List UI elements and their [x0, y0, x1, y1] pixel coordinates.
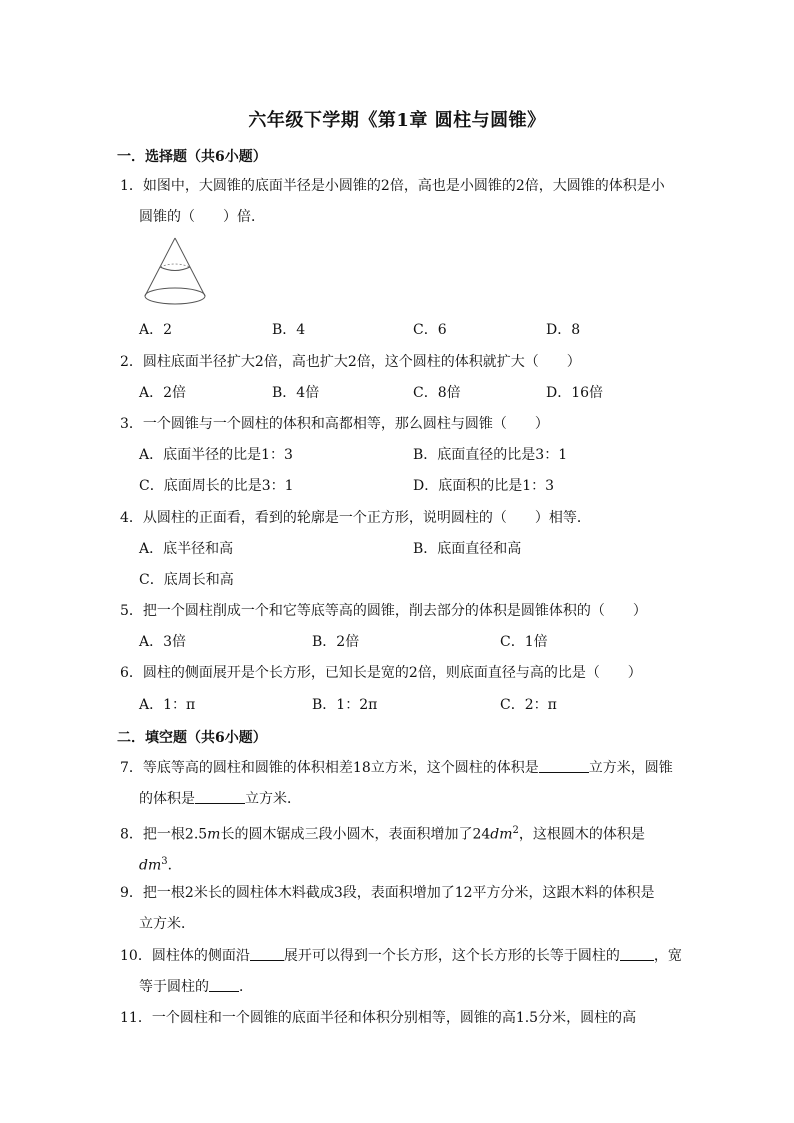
q1-option-d: D．8: [546, 322, 581, 338]
answer-blank[interactable]: [195, 789, 245, 804]
q10-part-a: 10．圆柱体的侧面沿: [120, 948, 250, 964]
q2-option-b: B．4倍: [272, 385, 320, 401]
question-8-text-cont: [139, 852, 182, 876]
question-3-text: 3．一个圆锥与一个圆柱的体积和高都相等，那么圆柱与圆锥（ ）: [120, 416, 549, 432]
q3-option-a: A．底面半径的比是1：3: [139, 447, 293, 463]
question-11-text: 11．一个圆柱和一个圆锥的底面半径和体积分别相等，圆锥的高1.5分米，圆柱的高: [120, 1010, 637, 1026]
cone-figure: [142, 236, 208, 308]
answer-blank[interactable]: [250, 946, 284, 961]
q7-part-b: 立方米，圆锥: [588, 760, 673, 776]
q6-option-a: A．1：π: [139, 697, 196, 713]
question-1-text-cont: 圆锥的（ ）倍．: [139, 209, 265, 225]
q10-part-c: ，宽: [653, 948, 682, 964]
question-10-text: [120, 946, 682, 966]
exponent-2: 2: [512, 825, 519, 836]
q10-part-e: ．: [239, 979, 253, 995]
q2-option-c: C．8倍: [413, 385, 461, 401]
question-6-text: 6．圆柱的侧面展开是个长方形，已知长是宽的2倍，则底面直径与高的比是（ ）: [120, 665, 642, 681]
unit-m: m: [207, 826, 221, 843]
q4-option-a: A．底半径和高: [139, 541, 234, 557]
q1-option-b: B．4: [272, 322, 306, 338]
question-5-text: 5．把一个圆柱削成一个和它等底等高的圆锥，削去部分的体积是圆锥体积的（ ）: [120, 603, 647, 619]
q10-part-b: 展开可以得到一个长方形，这个长方形的长等于圆柱的: [283, 948, 620, 964]
unit-dm: dm: [490, 826, 513, 843]
q3-option-c: C．底面周长的比是3：1: [139, 478, 294, 494]
question-1-text: 1．如图中，大圆锥的底面半径是小圆锥的2倍，高也是小圆锥的2倍，大圆锥的体积是小: [120, 178, 665, 194]
question-10-text-cont: [139, 977, 253, 997]
answer-blank[interactable]: [209, 977, 239, 992]
section-heading-choice: 一．选择题（共6小题）: [117, 149, 267, 165]
q8-part-b: 长的圆木锯成三段小圆木，表面积增加了24: [220, 826, 491, 843]
q7-part-d: 立方米．: [245, 791, 301, 807]
q5-option-a: A．3倍: [139, 634, 187, 650]
q6-option-c: C．2：π: [500, 697, 557, 713]
q5-option-b: B．2倍: [312, 634, 360, 650]
question-9-text: 9．把一根2米长的圆柱体木料截成3段，表面积增加了12平方分米，这跟木料的体积是: [120, 885, 655, 901]
q3-option-d: D．底面积的比是1：3: [413, 478, 555, 494]
question-4-text: 4．从圆柱的正面看，看到的轮廓是一个正方形，说明圆柱的（ ）相等．: [120, 510, 591, 526]
answer-blank[interactable]: [620, 946, 654, 961]
exponent-3: 3: [161, 856, 168, 867]
question-8-text: [120, 821, 645, 845]
q6-option-b: B．1：2π: [312, 697, 378, 713]
q8-part-c: ，这根圆木的体积是: [518, 826, 645, 843]
q7-part-c: 的体积是: [139, 791, 195, 807]
q4-option-c: C．底周长和高: [139, 572, 234, 588]
q5-option-c: C．1倍: [500, 634, 548, 650]
page-title: 六年级下学期《第1章 圆柱与圆锥》: [248, 110, 546, 131]
question-9-text-cont: 立方米．: [139, 916, 195, 932]
q3-option-b: B．底面直径的比是3：1: [413, 447, 568, 463]
question-2-text: 2．圆柱底面半径扩大2倍，高也扩大2倍，这个圆柱的体积就扩大（ ）: [120, 354, 581, 370]
q1-option-c: C．6: [413, 322, 447, 338]
q1-option-a: A．2: [139, 322, 173, 338]
question-7-text-cont: [139, 789, 301, 809]
q2-option-d: D．16倍: [546, 385, 604, 401]
q7-part-a: 7．等底等高的圆柱和圆锥的体积相差18立方米，这个圆柱的体积是: [120, 760, 539, 776]
q8-part-a: 8．把一根2.5: [120, 826, 208, 843]
q8-part-d: ．: [167, 857, 182, 874]
q4-option-b: B．底面直径和高: [413, 541, 522, 557]
q10-part-d: 等于圆柱的: [139, 979, 209, 995]
q2-option-a: A．2倍: [139, 385, 187, 401]
section-heading-fill: 二．填空题（共6小题）: [117, 730, 267, 746]
answer-blank[interactable]: [539, 758, 589, 773]
unit-dm: dm: [139, 857, 162, 874]
question-7-text: [120, 758, 673, 778]
